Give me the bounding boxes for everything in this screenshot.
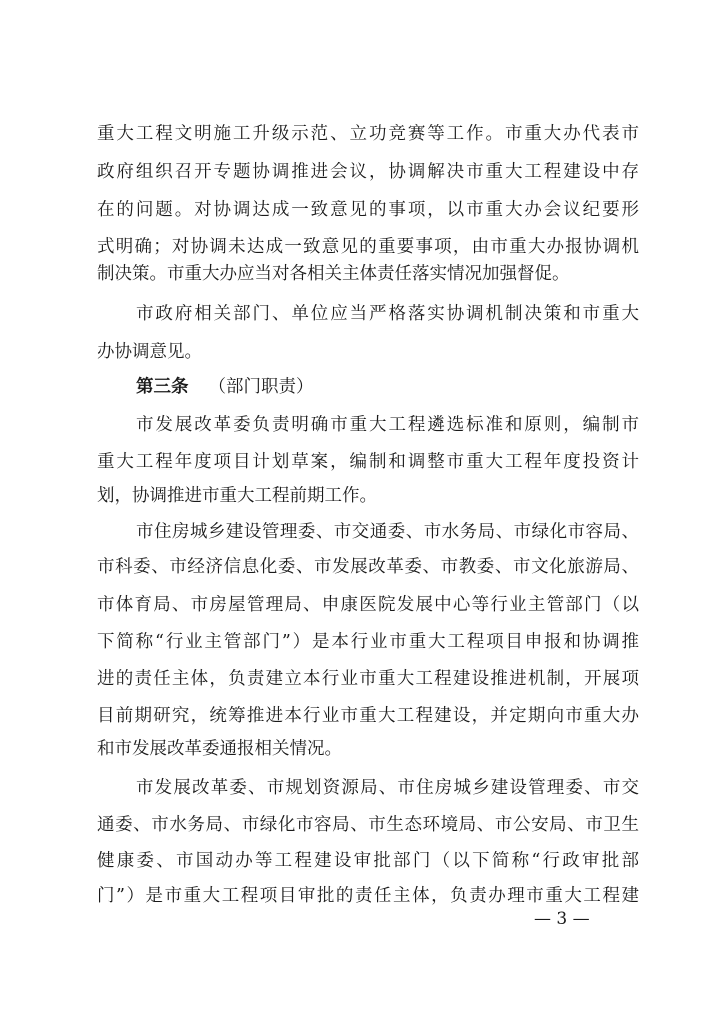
body-text-line: 市政府相关部门、单位应当严格落实协调机制决策和市重大	[136, 304, 639, 324]
body-text-line: 式明确；对协调未达成一致意见的重要事项，由市重大办报协调机	[97, 237, 639, 257]
body-text-line: 市发展改革委负责明确市重大工程遴选标准和原则，编制市	[136, 415, 639, 435]
body-text-line: 在的问题。对协调达成一致意见的事项，以市重大办会议纪要形	[97, 200, 639, 220]
body-text-line: 和市发展改革委通报相关情况。	[97, 739, 342, 759]
body-text-line: 市科委、市经济信息化委、市发展改革委、市教委、市文化旅游局、	[97, 557, 639, 577]
body-text-line: 目前期研究，统筹推进本行业市重大工程建设，并定期向市重大办	[97, 706, 639, 726]
page-number: — 3 —	[534, 909, 590, 929]
article-subject: （部门职责）	[208, 377, 314, 397]
body-text-line: 办协调意见。	[97, 342, 202, 362]
article-heading	[136, 372, 314, 402]
body-text-line: 下简称“行业主管部门”）是本行业市重大工程项目申报和协调推	[97, 632, 639, 652]
body-text-line: 制决策。市重大办应当对各相关主体责任落实情况加强督促。	[97, 264, 570, 284]
body-text-line: 通委、市水务局、市绿化市容局、市生态环境局、市公安局、市卫生	[97, 815, 639, 835]
body-text-line: 重大工程年度项目计划草案，编制和调整市重大工程年度投资计	[97, 452, 639, 472]
body-text-line: 重大工程文明施工升级示范、立功竞赛等工作。市重大办代表市	[97, 124, 639, 144]
article-number: 第三条	[136, 377, 189, 397]
body-text-line: 健康委、市国动办等工程建设审批部门（以下简称“行政审批部	[97, 851, 639, 871]
body-text-line: 市发展改革委、市规划资源局、市住房城乡建设管理委、市交	[136, 778, 639, 798]
body-text-line: 市住房城乡建设管理委、市交通委、市水务局、市绿化市容局、	[136, 522, 639, 542]
body-text-line: 市体育局、市房屋管理局、申康医院发展中心等行业主管部门（以	[97, 595, 639, 615]
body-text-line: 进的责任主体，负责建立本行业市重大工程建设推进机制，开展项	[97, 669, 639, 689]
body-text-line: 划，协调推进市重大工程前期工作。	[97, 486, 377, 506]
body-text-line: 政府组织召开专题协调推进会议，协调解决市重大工程建设中存	[97, 162, 639, 182]
body-text-line: 门”）是市重大工程项目审批的责任主体，负责办理市重大工程建	[97, 886, 639, 906]
